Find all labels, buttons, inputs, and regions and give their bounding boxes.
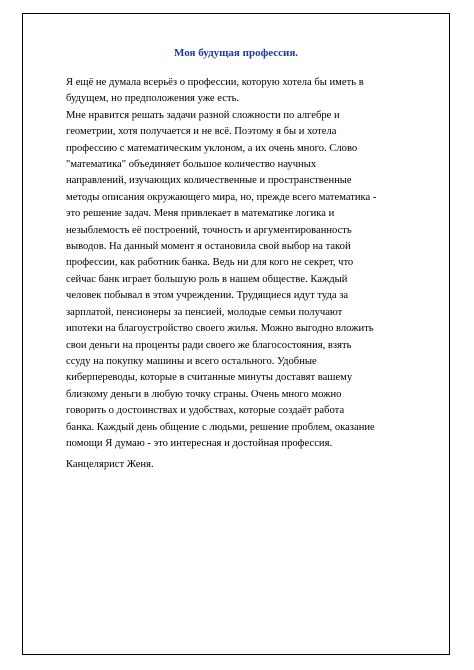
body-line: будущем, но предположения уже есть. (66, 93, 240, 105)
body-line: ипотеки на благоустройство своего жилья. Можно выгодно вложить (66, 323, 374, 335)
body-line: "математика" объединяет большое количество научных (66, 159, 317, 171)
body-line: помощи Я думаю - это интересная и достойная профессия. (66, 437, 333, 449)
body-line: выводов. На данный момент я остановила свой выбор на такой (66, 241, 351, 253)
document-body (66, 75, 422, 452)
body-line: сейчас банк играет большую роль в нашем обществе. Каждый (66, 273, 348, 285)
body-line: ссуду на покупку машины и всего остального. Удобные (66, 355, 317, 367)
body-line: человек побывал в этом учреждении. Трудящиеся идут туда за (66, 290, 349, 302)
body-line: Я ещё не думала всерьёз о профессии, которую хотела бы иметь в (66, 77, 364, 88)
document-signature: Канцелярист Женя. (66, 459, 154, 470)
body-line: геометрии, хотя получается и не всё. Поэтому я бы и хотела (66, 126, 337, 138)
document-page (22, 13, 450, 655)
body-line: близкому деньги в любую точку страны. Очень много можно (66, 388, 342, 400)
body-line: профессии, как работник банка. Ведь ни для кого не секрет, что (66, 257, 354, 269)
body-line: незыблемость её построений, точность и аргументированность (66, 224, 352, 236)
body-line: свои деньги на проценты ради своего же благосостояния, взять (66, 339, 352, 351)
body-line: банка. Каждый день общение с людьми, решение проблем, оказание (66, 421, 375, 433)
body-line: Мне нравится решать задачи разной сложности по алгебре и (66, 109, 340, 121)
body-line: это решение задач. Меня привлекает в математике логика и (66, 208, 335, 220)
body-line: говорить о достоинствах и удобствах, которые создаёт работа (66, 405, 345, 417)
body-line: зарплатой, пенсионеры за пенсией, молодые семьи получают (66, 306, 343, 318)
body-line: направлений, изучающих количественные и пространственные (66, 175, 352, 187)
body-line: киберпереводы, которые в считанные минуты доставят вашему (66, 372, 353, 384)
document-title: Моя будущая профессия. (173, 47, 299, 59)
body-line: методы описания окружающего мира, но, прежде всего математика - (66, 191, 377, 203)
body-line: профессию с математическим уклоном, а их очень много. Слово (66, 142, 358, 154)
